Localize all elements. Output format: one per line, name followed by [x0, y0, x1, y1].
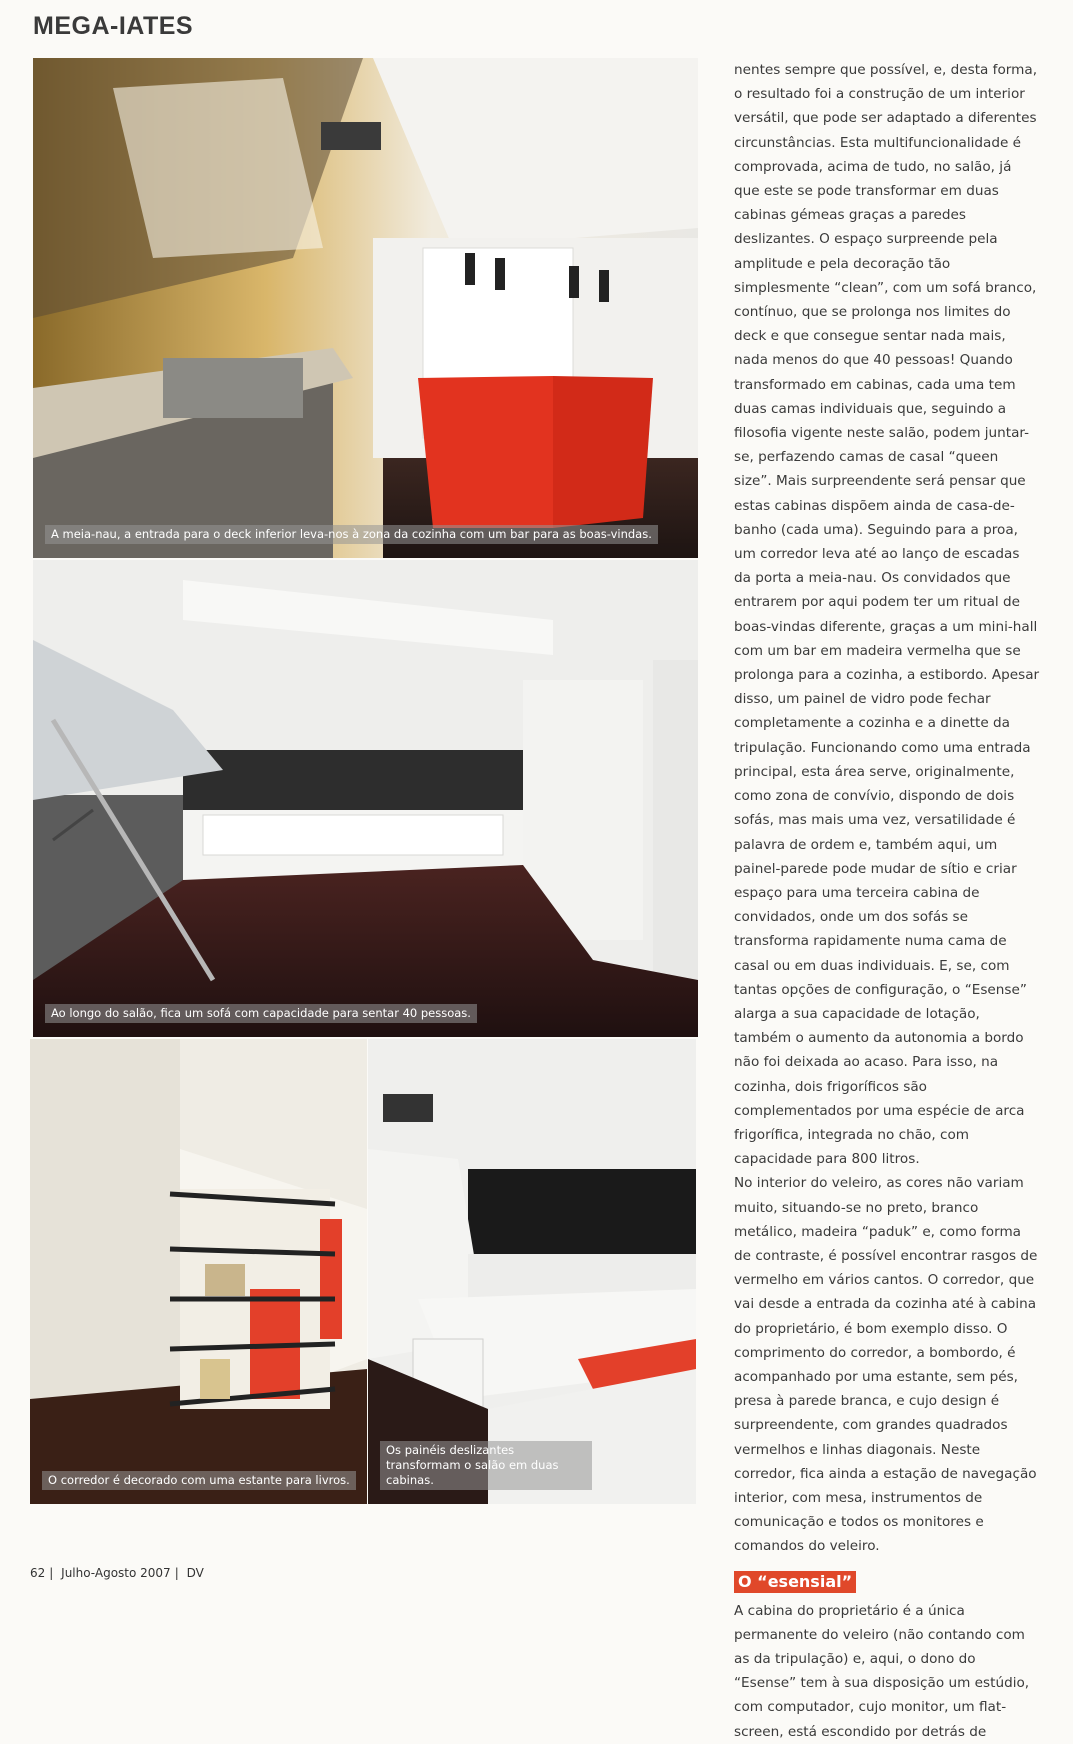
article-paragraph: A cabina do proprietário é a única permanente do veleiro (não contando com as da tripulação) e, aqui, o dono do “Esense” tem à sua disposição um estúdio, com computador, cujo monitor, um flat-screen, está escondido por detrás de [734, 1602, 1030, 1740]
photo-cabins [368, 1039, 696, 1504]
photo-caption: O corredor é decorado com uma estante para livros. [42, 1471, 356, 1490]
page-number: 62 [30, 1566, 46, 1580]
article-subheading: O “esensial” [734, 1571, 856, 1593]
article-body [734, 58, 1040, 1744]
footer-separator: | [174, 1566, 179, 1580]
photo-corridor [30, 1039, 367, 1504]
photo-caption: Ao longo do salão, fica um sofá com capacidade para sentar 40 pessoas. [45, 1004, 477, 1023]
footer-separator: | [49, 1566, 54, 1580]
photo-caption: A meia-nau, a entrada para o deck inferior leva-nos à zona da cozinha com um bar para as boas-vindas. [45, 525, 658, 544]
section-title: MEGA-IATES [33, 12, 194, 40]
photo-caption: Os painéis deslizantes transformam o salão em duas cabinas. [380, 1441, 592, 1490]
article-paragraph: No interior do veleiro, as cores não variam muito, situando-se no preto, branco metálico, madeira “paduk” e, como forma de contraste, é possível encontrar rasgos de vermelho em vários cantos. O corredor, que vai desde a entrada da cozinha até à cabina do proprietário, é bom exemplo disso. O comprimento do corredor, a bombordo, é acompanhado por uma estante, sem pés, presa à parede branca, e cujo design é surpreendente, com grandes quadrados vermelhos e linhas diagonais. Neste corredor, fica ainda a estação de navegação interior, com mesa, instrumentos de comunicação e todos os monitores e comandos do veleiro. [734, 1175, 1038, 1555]
page-footer [30, 1566, 208, 1580]
corridor-image [30, 1039, 367, 1504]
galley-image [33, 58, 698, 558]
article-paragraph: nentes sempre que possível, e, desta forma, o resultado foi a construção de um interior versátil, que pode ser adaptado a diferentes circunstâncias. Esta multifuncionalidade é comprovada, acima de tudo, no salão, já que este se pode transformar em duas cabinas gémeas graças a paredes deslizantes. O espaço surpreende pela amplitude e pela decoração tão simplesmente “clean”, com um sofá branco, contínuo, que se prolonga nos limites do deck e que consegue sentar nada mais, nada menos do que 40 pessoas! Quando transformado em cabinas, cada uma tem duas camas individuais que, seguindo a filosofia vigente neste salão, podem juntar-se, perfazendo camas de casal “queen size”. Mais surpreendente será pensar que estas cabinas dispõem ainda de casa-de-banho (cada uma). Seguindo para a proa, um corredor leva até ao lanço de escadas da porta a meia-nau. Os convidados que entrarem por aqui podem ter um ritual de boas-vindas diferente, graças a um mini-hall com um bar em madeira vermelha que se prolonga para a cozinha, a estibordo. Apesar disso, um painel de vidro pode fechar completamente a cozinha e a dinette da tripulação. Funcionando como uma entrada principal, esta área serve, originalmente, como zona de convívio, dispondo de dois sofás, mas mais uma vez, versatilidade é palavra de ordem e, também aqui, um painel-parede pode mudar de sítio e criar espaço para uma terceira cabina de convidados, onde um dos sofás se transforma rapidamente numa cama de casal ou em duas individuais. E, se, com tantas opções de configuração, o “Esense” alarga a sua capacidade de lotação, também o aumento da autonomia a bordo não foi deixada ao acaso. Para isso, na cozinha, dois frigoríficos são complementados por uma espécie de arca frigorífica, integrada no chão, com capacidade para 800 litros. [734, 62, 1040, 1168]
photo-saloon [33, 560, 698, 1037]
saloon-image [33, 560, 698, 1037]
magazine-name: DV [186, 1566, 204, 1580]
cabins-image [368, 1039, 696, 1504]
photo-galley [33, 58, 698, 558]
issue-date: Julho-Agosto 2007 [61, 1566, 171, 1580]
